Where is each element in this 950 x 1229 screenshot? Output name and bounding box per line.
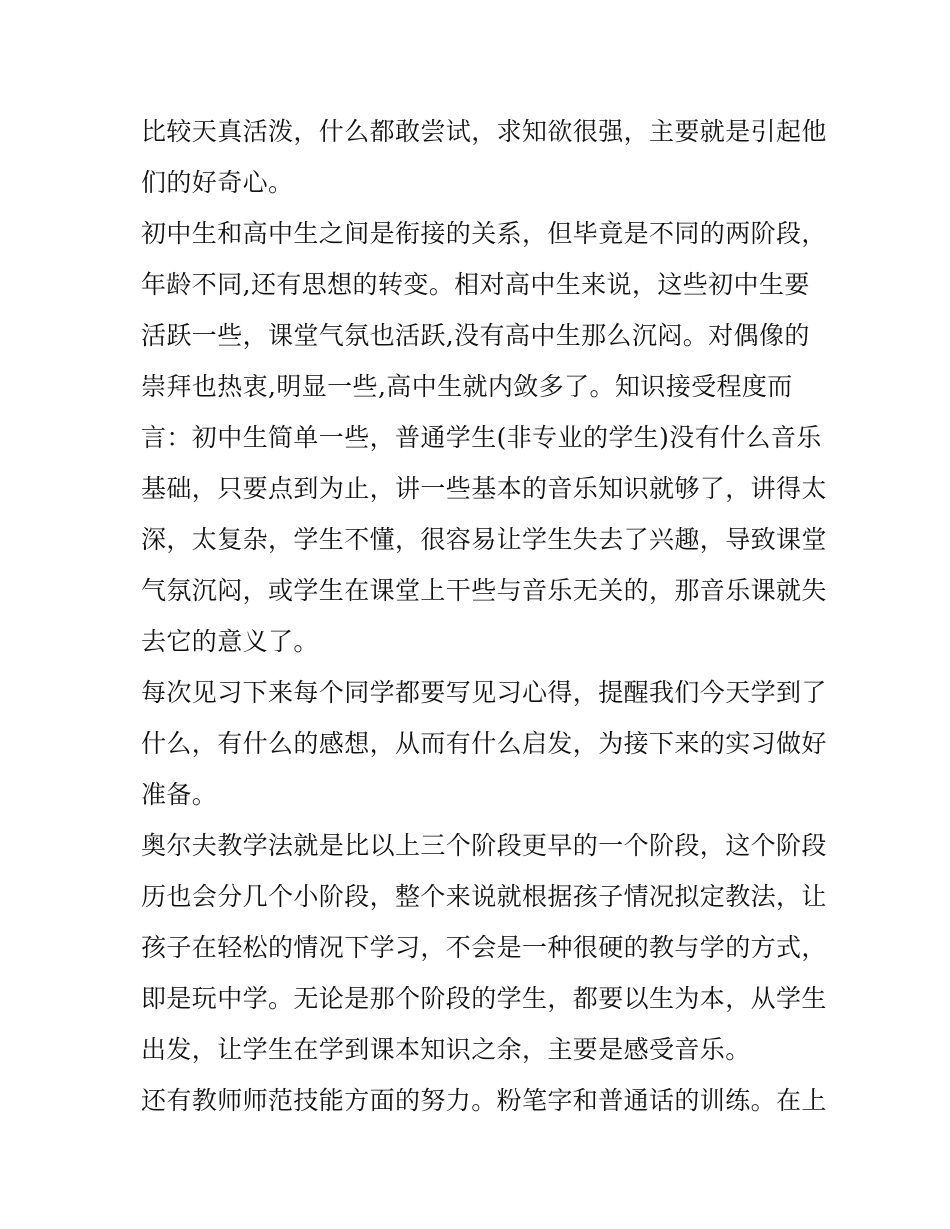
text-line: 历也会分几个小阶段，整个来说就根据孩子情况拟定教法，让 (141, 882, 827, 911)
text-line: 们的好奇心。 (141, 168, 294, 197)
text-line: 什么，有什么的感想，从而有什么启发，为接下来的实习做好 (141, 729, 827, 758)
text-line: 出发，让学生在学到课本知识之余，主要是感受音乐。 (141, 1035, 751, 1064)
text-line: 即是玩中学。无论是那个阶段的学生，都要以生为本，从学生 (141, 984, 827, 1013)
text-line: 崇拜也热衷,明显一些,高中生就内敛多了。知识接受程度而 (141, 372, 793, 401)
text-line: 深，太复杂，学生不懂，很容易让学生失去了兴趣，导致课堂 (141, 525, 827, 554)
text-line: 活跃一些，课堂气氛也活跃,没有高中生那么沉闷。对偶像的 (141, 321, 810, 350)
text-line: 言：初中生简单一些，普通学生(非专业的学生)没有什么音乐 (141, 423, 822, 452)
text-line: 准备。 (141, 780, 218, 809)
text-line: 年龄不同,还有思想的转变。相对高中生来说，这些初中生要 (141, 270, 810, 299)
text-line: 去它的意义了。 (141, 627, 319, 656)
text-line: 基础，只要点到为止，讲一些基本的音乐知识就够了，讲得太 (141, 474, 827, 503)
text-line: 每次见习下来每个同学都要写见习心得，提醒我们今天学到了 (141, 678, 827, 707)
text-line: 比较天真活泼，什么都敢尝试，求知欲很强，主要就是引起他 (141, 117, 827, 146)
text-line: 孩子在轻松的情况下学习，不会是一种很硬的教与学的方式， (141, 933, 827, 962)
body-text (141, 106, 827, 1126)
text-line: 还有教师师范技能方面的努力。粉笔字和普通话的训练。在上 (141, 1086, 827, 1115)
text-line: 初中生和高中生之间是衔接的关系，但毕竟是不同的两阶段， (141, 219, 827, 248)
text-line: 气氛沉闷，或学生在课堂上干些与音乐无关的，那音乐课就失 (141, 576, 827, 605)
text-line: 奥尔夫教学法就是比以上三个阶段更早的一个阶段，这个阶段 (141, 831, 827, 860)
